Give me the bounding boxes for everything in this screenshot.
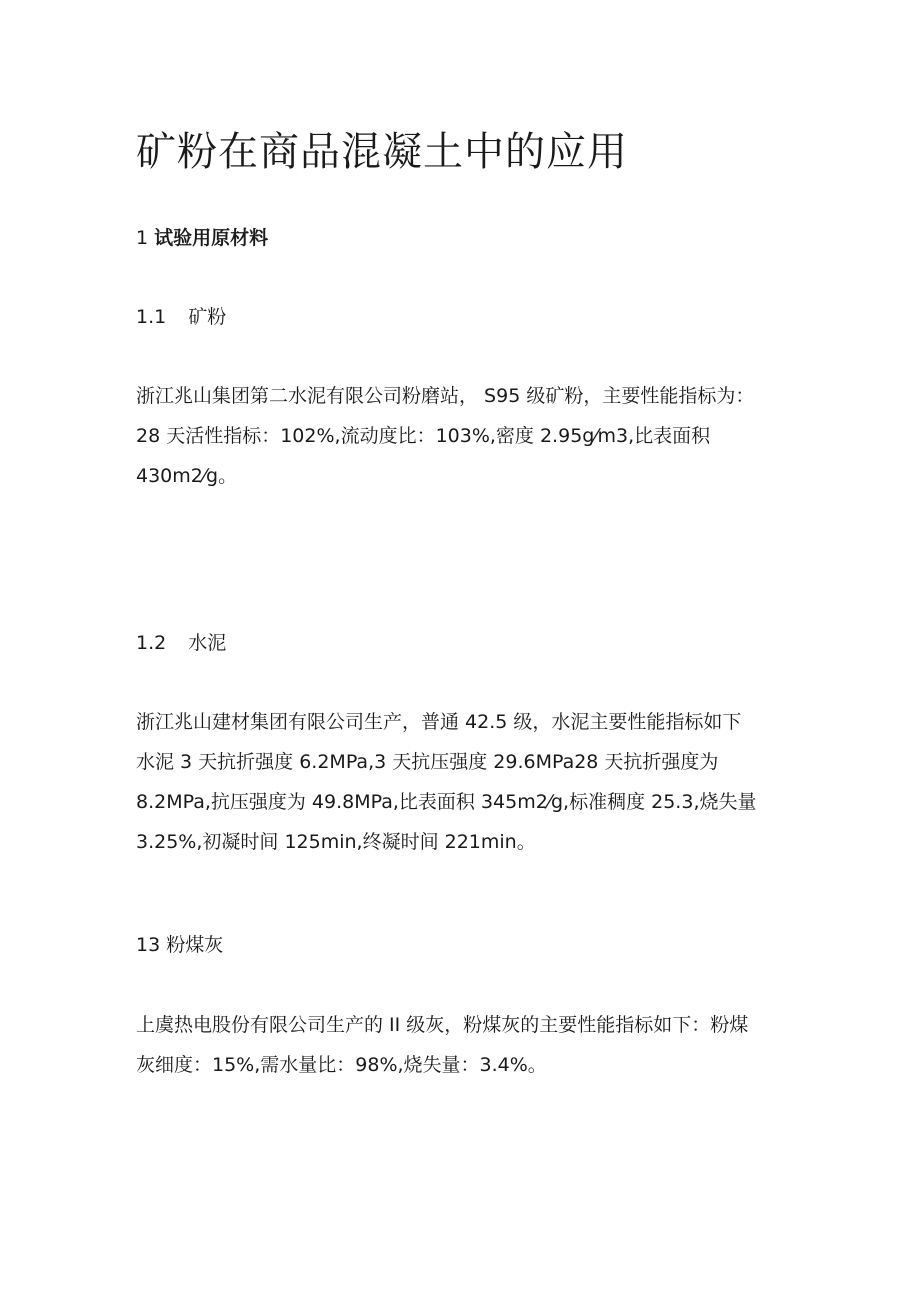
section-1-1-paragraph <box>136 376 754 496</box>
section-1-3-heading: 13 粉煤灰 <box>136 934 224 956</box>
paragraph-line: 灰细度：15%,需水量比：98%,烧失量：3.4%。 <box>136 1054 547 1076</box>
paragraph-line: 430m2⁄g。 <box>136 465 238 487</box>
section-1-3-paragraph <box>136 1005 748 1085</box>
paragraph-line: 上虞热电股份有限公司生产的 II 级灰，粉煤灰的主要性能指标如下：粉煤 <box>136 1014 749 1036</box>
section-1-2-paragraph <box>136 702 756 862</box>
section-1-2-number: 1.2 <box>136 632 167 654</box>
paragraph-line: 8.2MPa,抗压强度为 49.8MPa,比表面积 345m2⁄g,标准稠度 25.3,烧失量 <box>136 791 757 813</box>
section-1-1-number: 1.1 <box>136 306 167 328</box>
paragraph-line: 3.25%,初凝时间 125min,终凝时间 221min。 <box>136 831 536 853</box>
section-1-heading <box>136 224 268 252</box>
section-1-1-heading <box>136 303 226 331</box>
paragraph-line: 28 天活性指标：102%,流动度比：103%,密度 2.95g⁄m3,比表面积 <box>136 425 711 447</box>
section-1-title: 试验用原材料 <box>154 227 269 249</box>
paragraph-line: 水泥 3 天抗折强度 6.2MPa,3 天抗压强度 29.6MPa28 天抗折强度为 <box>136 751 719 773</box>
paragraph-line: 浙江兆山建材集团有限公司生产，普通 42.5 级，水泥主要性能指标如下 <box>136 711 742 733</box>
paragraph-line: 浙江兆山集团第二水泥有限公司粉磨站， S95 级矿粉，主要性能指标为： <box>136 385 755 407</box>
document-title: 矿粉在商品混凝土中的应用 <box>136 129 628 175</box>
section-1-number: 1 <box>136 227 149 249</box>
section-1-2-heading <box>136 629 226 657</box>
section-1-2-title: 水泥 <box>188 632 227 654</box>
section-1-1-title: 矿粉 <box>188 306 227 328</box>
